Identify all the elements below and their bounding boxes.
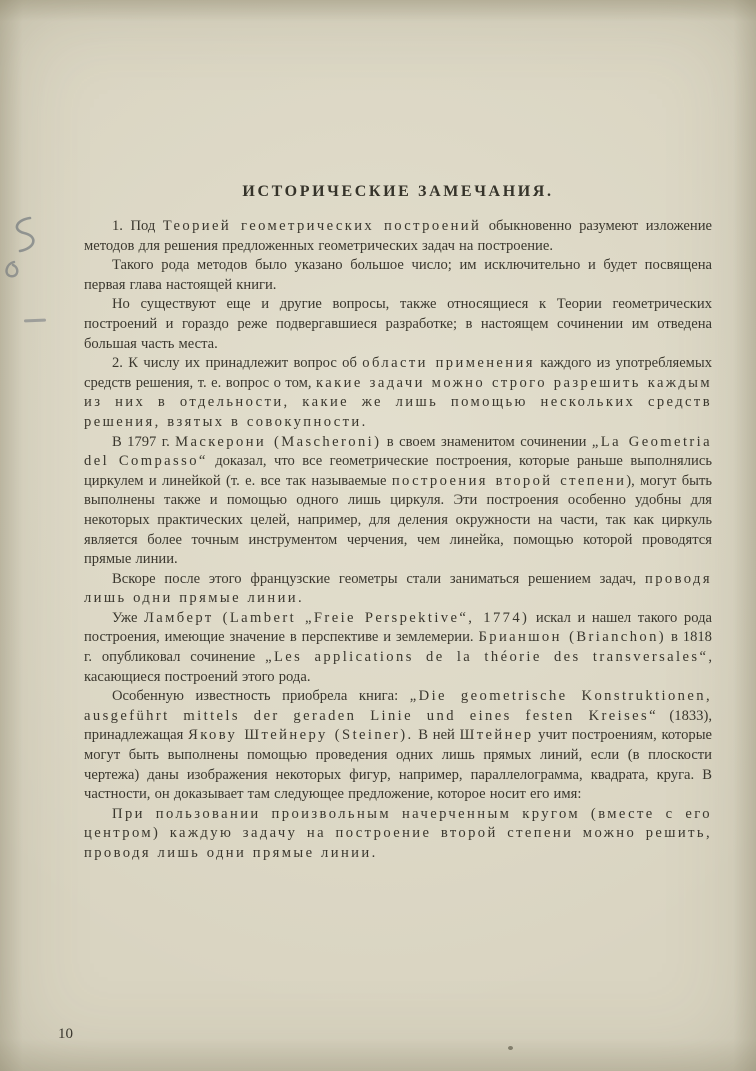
paragraph-3 bbox=[84, 295, 712, 354]
body-text: Особенную известность приобрела книга: bbox=[112, 688, 410, 705]
emphasized-text: области применения bbox=[362, 355, 535, 372]
emphasized-text: Маскерони (Mascheroni) bbox=[175, 433, 382, 450]
body-text: , касающиеся построений этого рода. bbox=[84, 649, 712, 685]
paragraph-2 bbox=[84, 256, 712, 295]
section-title: ИСТОРИЧЕСКИЕ ЗАМЕЧАНИЯ. bbox=[242, 183, 554, 200]
emphasized-text: „Die geometrische Konstruktionen, ausgeführt mittels der geraden Linie und eines festen Kreises“ bbox=[84, 688, 712, 724]
paper-speck bbox=[508, 1046, 513, 1050]
page-number: 10 bbox=[58, 1026, 73, 1042]
theorem-paragraph bbox=[84, 805, 712, 864]
paragraph-8 bbox=[84, 687, 712, 805]
body-text: в своем знаменитом сочинении bbox=[381, 433, 592, 450]
emphasized-text: „La Geometria del Compasso“ bbox=[84, 433, 712, 470]
body-text: доказал, что все геометрические построения, которые раньше выполнялись циркулем и линейкой (т. е. все так называемые bbox=[84, 453, 712, 489]
paragraph-7 bbox=[84, 609, 712, 687]
body-text: 1. Под bbox=[112, 218, 163, 234]
page-content bbox=[84, 183, 712, 864]
body-text: искал и нашел такого рода построения, имеющие значение в перспективе и землемерии. bbox=[84, 609, 712, 646]
emphasized-text: проводя лишь одни прямые линии. bbox=[84, 570, 712, 607]
body-text: В 1797 г. bbox=[112, 433, 176, 450]
body-text: (1833), принадлежащая bbox=[84, 707, 712, 744]
body-text: учит построениям, которые могут быть выполнены помощью проведения одних лишь прямых линий, если (в плоскости чертежа) даны изображения некоторых фигур, например, параллелограмма, квадрата, круга. В частности, он доказывает там следующее предложение, которое носит его имя: bbox=[84, 727, 712, 803]
emphasized-text: какие задачи можно строго разрешить каждым из них в отдельности, какие же лишь помощью нескольких средств решения, взятых в совокупности. bbox=[84, 374, 712, 430]
paragraph-5 bbox=[84, 433, 712, 570]
paragraph-6 bbox=[84, 570, 712, 609]
paragraph-4 bbox=[84, 354, 712, 432]
emphasized-text: построения второй степени bbox=[391, 472, 627, 489]
body-text: Такого рода методов было указано большое число; им исключительно и будет посвящена первая глава настоящей книги. bbox=[84, 257, 712, 293]
body-text: каждого из употребляемых средств решения, т. е. вопрос о том, bbox=[84, 355, 713, 391]
emphasized-text: Брианшон (Brianchon) bbox=[478, 629, 667, 646]
emphasized-text: Ламберт (Lambert „Freie Perspektive“, 1774) bbox=[144, 609, 530, 626]
body-text: в 1818 г. опубликовал сочинение bbox=[84, 629, 712, 666]
body-text: Вскоре после этого французские геометры стали заниматься решением задач, bbox=[112, 570, 645, 587]
margin-pencil-mark-icon bbox=[0, 212, 54, 290]
emphasized-text: „Les applications de la théorie des transversales“ bbox=[265, 649, 709, 666]
emphasized-text: Штейнер bbox=[459, 727, 534, 744]
emphasized-text: При пользовании произвольным начерченным кругом (вместе с его центром) каждую задачу на построение второй степени можно решить, проводя лишь одни прямые линии. bbox=[84, 805, 712, 861]
body-text: Но существуют еще и другие вопросы, также относящиеся к Теории геометрических построений и гораздо реже подвергавшиеся разработке; в настоящем сочинении им отведена большая часть места. bbox=[84, 296, 712, 352]
body-text: ), могут быть выполнены также и помощью одного лишь циркуля. Эти построения особенно удобны для некоторых практических целей, например, для деления окружности на части, так как циркуль является более точным инструментом черчения, чем линейка, помощью которой проводятся прямые линии. bbox=[84, 472, 712, 568]
emphasized-text: Теорией геометрических построений bbox=[162, 218, 482, 234]
emphasized-text: Якову Штейнеру (Steiner). bbox=[188, 727, 414, 744]
body-text: В ней bbox=[413, 727, 460, 744]
body-text: Уже bbox=[112, 609, 144, 626]
text-block bbox=[84, 217, 712, 864]
body-text: 2. К числу их принадлежит вопрос об bbox=[112, 355, 363, 372]
body-text: обыкновенно разумеют изложение методов для решения предложенных геометрических задач на построение. bbox=[84, 218, 712, 254]
paragraph-1 bbox=[84, 217, 712, 256]
